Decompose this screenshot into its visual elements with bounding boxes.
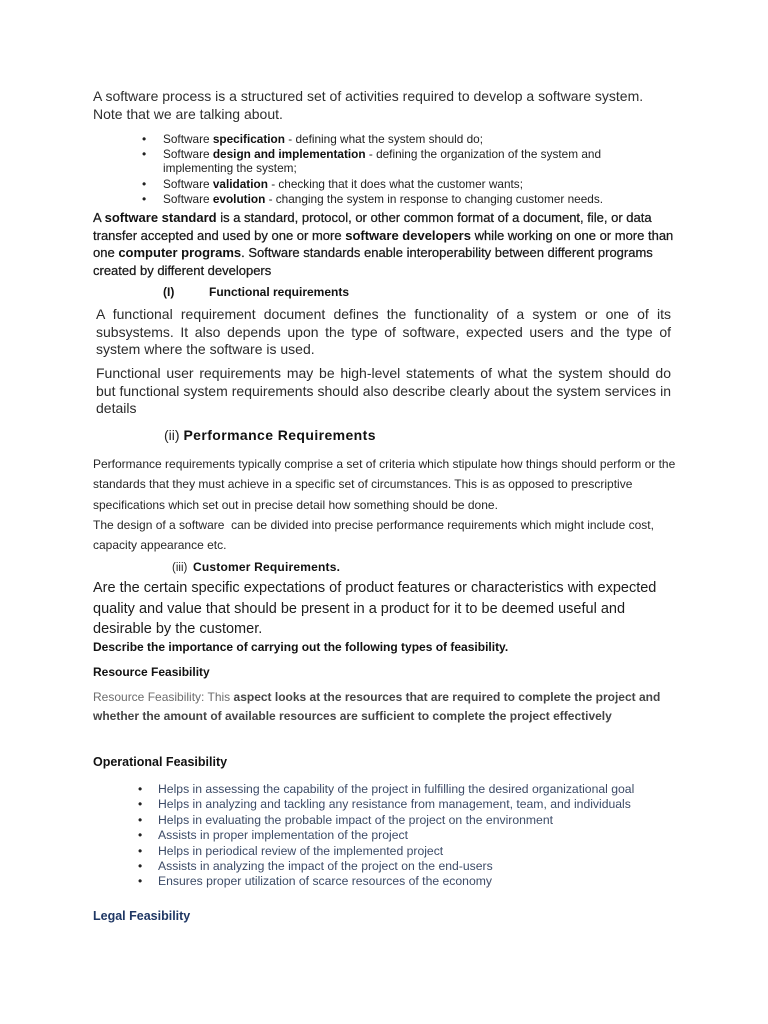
item-description: - defining what the system should do; (288, 132, 484, 146)
functional-paragraph: A functional requirement document defines the functionality of a system or one of its subsystems. It also depends upon the type of software, expected users and the type of system where the software is used. (96, 306, 671, 357)
item-term: validation (212, 176, 268, 191)
bold-term: software standard (104, 210, 217, 225)
list-item: • Helps in periodical review of the implemented project (158, 844, 684, 859)
list-item: • Helps in assessing the capability of the project in fulfilling the desired organizational goal (158, 782, 684, 797)
paragraph-body: aspect looks at the resources that are required to complete the project and whether the amount of available resources are sufficient to complete the project effectively (93, 690, 661, 723)
customer-requirements-heading (172, 559, 340, 576)
operational-feasibility-list (158, 782, 684, 890)
performance-text (93, 454, 681, 555)
list-item: • Assists in analyzing the impact of the project on the end-users (158, 859, 684, 874)
text-segment: while working on one or more than one (93, 227, 674, 261)
item-prefix: Software (163, 132, 210, 146)
performance-paragraph: The design of a software can be divided into precise performance requirements which might include cost, capacity appearance etc. (93, 517, 658, 553)
legal-feasibility-heading: Legal Feasibility (93, 909, 191, 923)
item-term: evolution (212, 191, 266, 206)
process-activities-list (163, 132, 638, 207)
functional-paragraph: Functional user requirements may be high-level statements of what the system should do but functional system requirements should also describe clearly about the system services in details (96, 365, 671, 416)
section-number: (iii) (172, 562, 188, 574)
performance-paragraph: Performance requirements typically comprise a set of criteria which stipulate how things should perform or the standards that they must achieve in a specific set of circumstances. This is as opposed to prescriptive specifications which set out in precise detail how something should be done. (93, 457, 679, 512)
section-title: Performance Requirements (183, 427, 376, 443)
bold-term: software developers (345, 227, 471, 243)
list-item (163, 192, 638, 206)
text-segment: is a standard, protocol, or other common format of a document, file, or data transfer accepted and used by one or more (93, 210, 652, 243)
item-prefix: Software (163, 176, 210, 191)
list-item: • Helps in evaluating the probable impact of the project on the environment (158, 813, 684, 828)
item-description: - defining the organization of the system and implementing the system; (163, 147, 602, 176)
list-item: • Assists in proper implementation of the project (158, 828, 684, 843)
intro-paragraph: A software process is a structured set of activities required to develop a software system. Note that we are talking about. (93, 88, 644, 122)
list-item (163, 132, 638, 146)
performance-requirements-heading (164, 426, 376, 444)
section-title: Functional requirements (209, 285, 350, 299)
resource-feasibility-heading: Resource Feasibility (93, 665, 210, 679)
list-item (163, 147, 638, 175)
text-segment: A (93, 210, 101, 225)
list-item: • Helps in analyzing and tackling any resistance from management, team, and individuals (158, 797, 684, 812)
functional-requirements-heading (163, 284, 349, 300)
feasibility-question: Describe the importance of carrying out the following types of feasibility. (93, 640, 509, 654)
section-title: Customer Requirements. (193, 560, 341, 574)
bold-term: computer programs (118, 245, 242, 261)
item-term: design and implementation (212, 147, 366, 162)
list-item: • Ensures proper utilization of scarce resources of the economy (158, 874, 684, 889)
paragraph-lead: Resource Feasibility: This (93, 690, 231, 704)
operational-feasibility-heading: Operational Feasibility (93, 755, 228, 769)
section-number: (ii) (164, 427, 180, 443)
list-item (163, 177, 638, 191)
item-prefix: Software (163, 191, 210, 206)
resource-feasibility-paragraph (93, 688, 665, 726)
item-term: specification (212, 132, 285, 146)
item-description: - checking that it does what the customer wants; (271, 176, 523, 191)
text-segment: . Software standards enable interoperability between different programs created by different developers (93, 245, 653, 278)
item-prefix: Software (163, 147, 210, 162)
item-description: - changing the system in response to changing customer needs. (268, 191, 603, 206)
section-number: (I) (163, 285, 175, 299)
customer-paragraph: Are the certain specific expectations of product features or characteristics with expected quality and value that should be present in a product for it to be deemed useful and desirable by the customer. (93, 580, 657, 637)
software-standard-paragraph (93, 209, 676, 279)
